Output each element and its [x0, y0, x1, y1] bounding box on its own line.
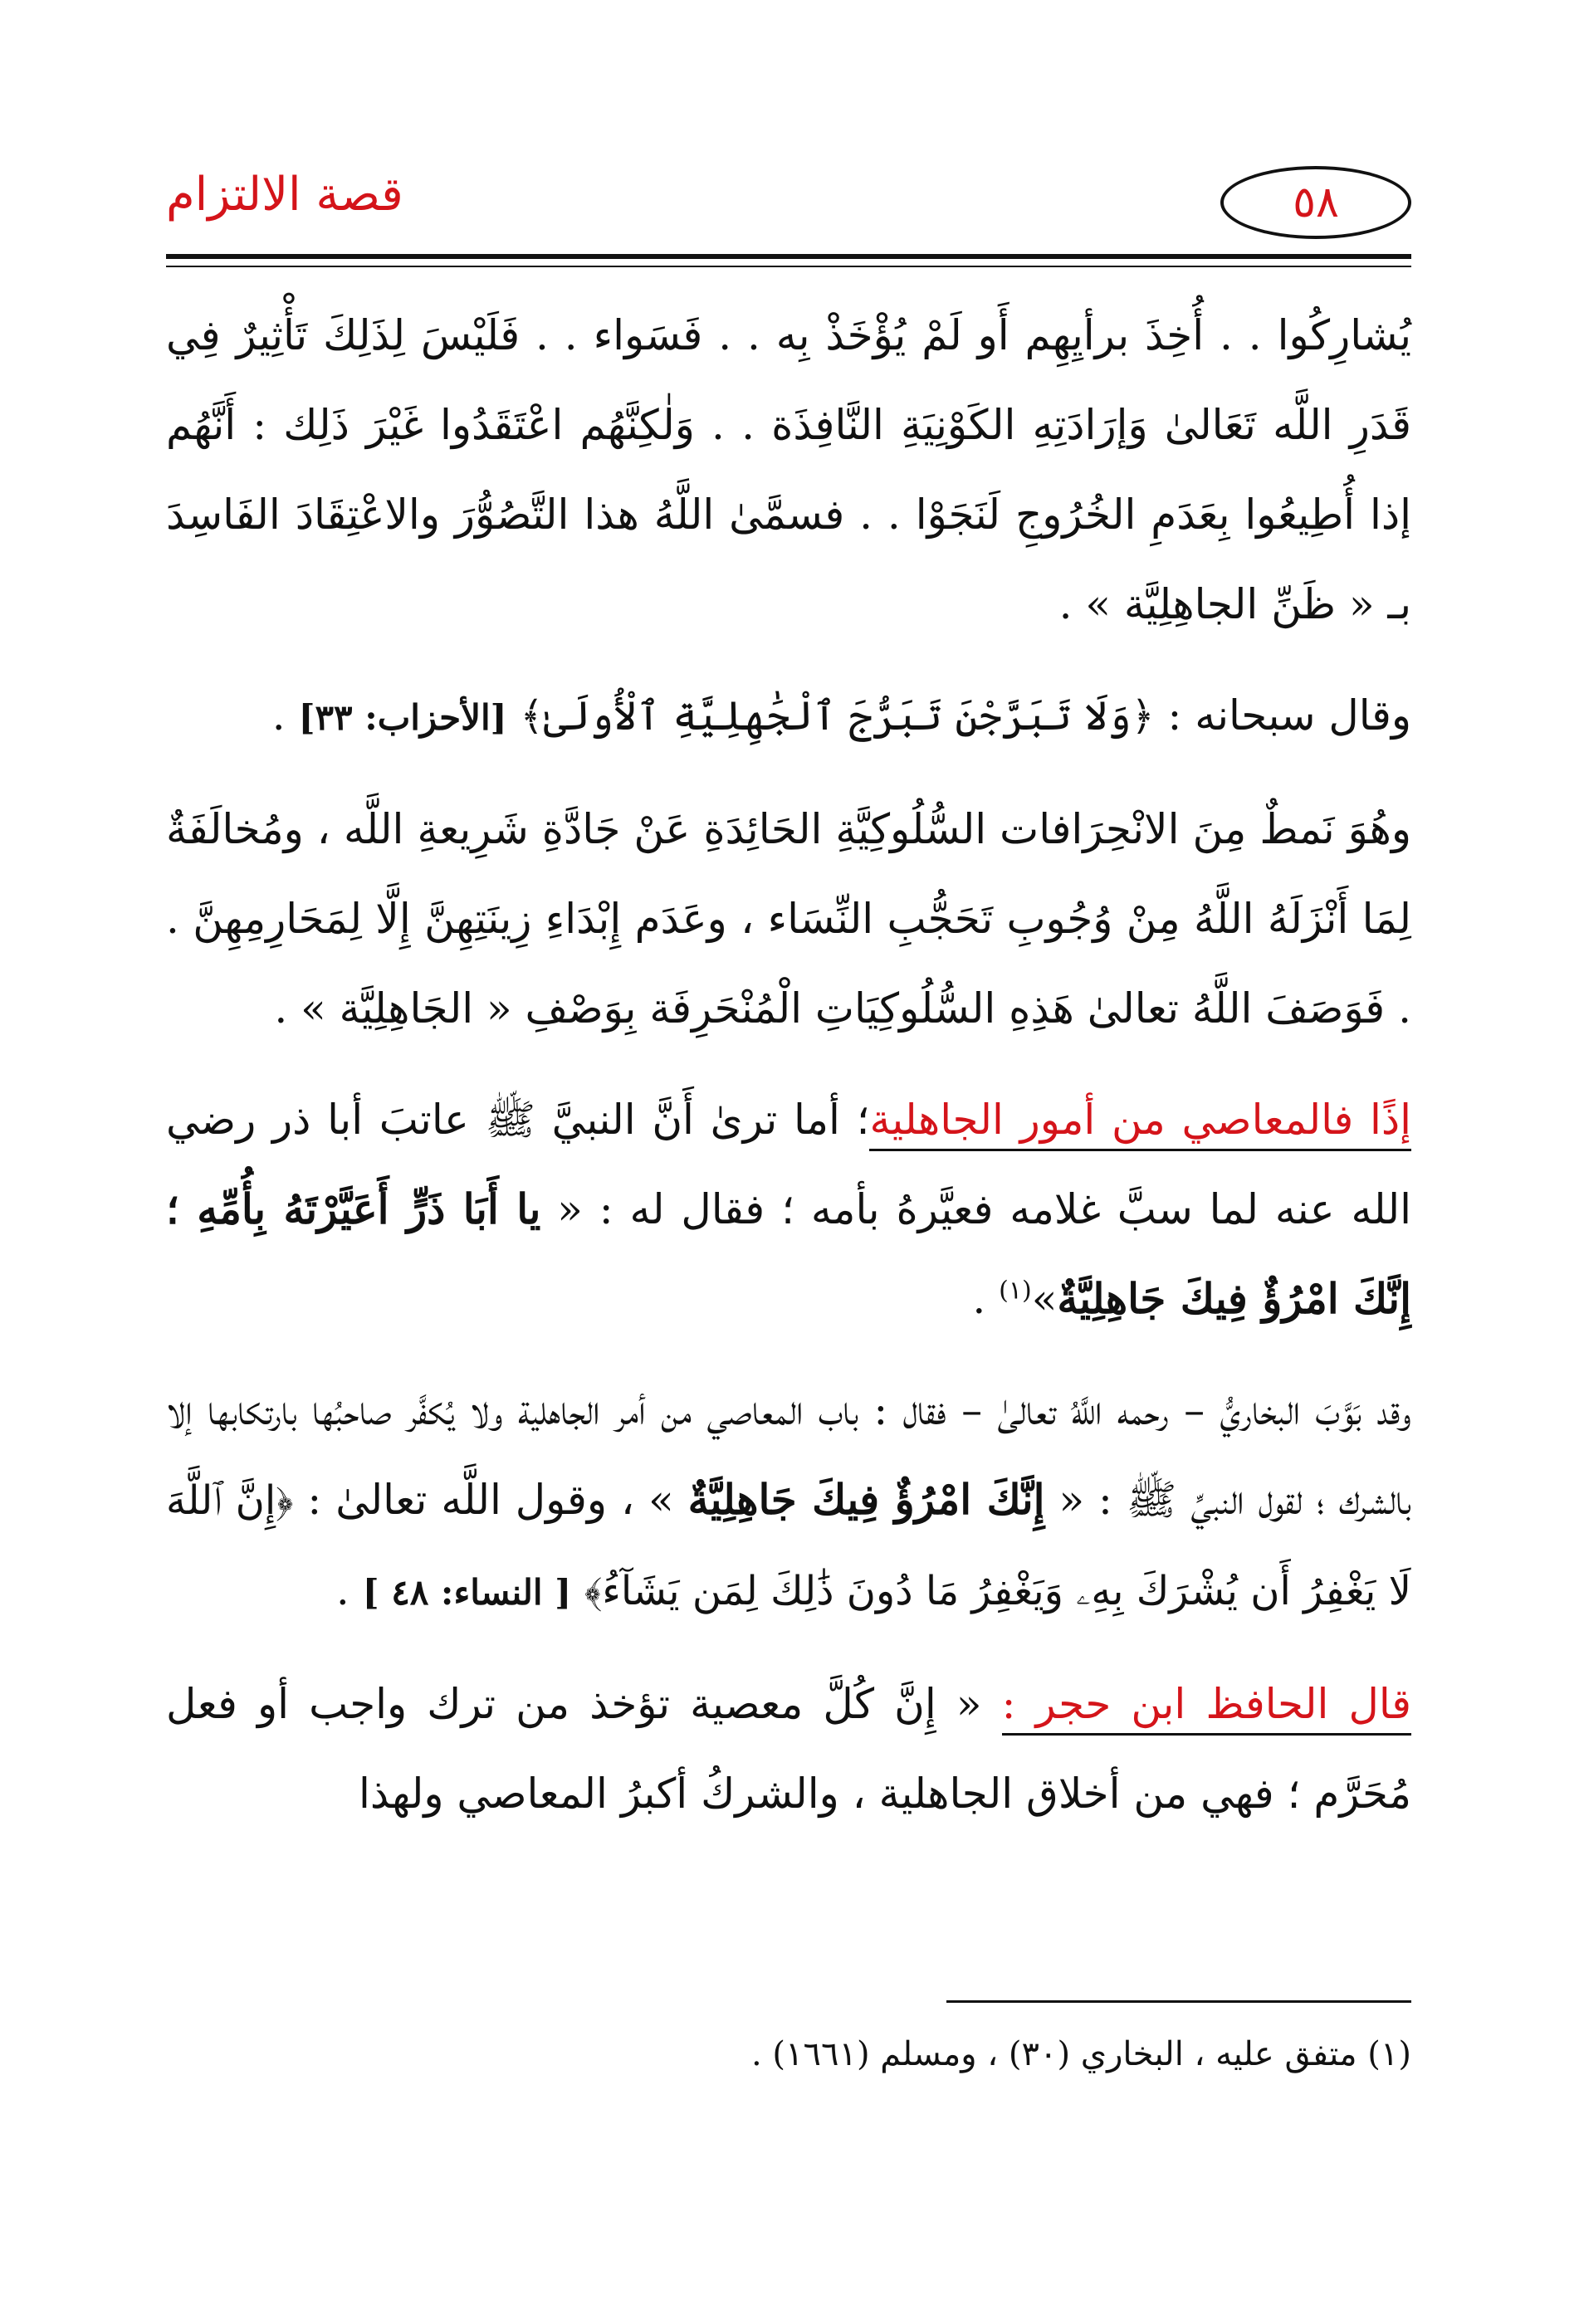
paragraph-6-text: « إِنَّ كُلَّ معصية تؤخذ من ترك واجب أو فعل مُحَرَّم ؛ فهي من أخلاق الجاهلية ، والشركُ أكبرُ المعاصي ولهذا: [166, 1680, 1411, 1818]
book-page: [166, 149, 1411, 2274]
hadith-quote: إِنَّكَ امْرُؤٌ فِيكَ جَاهِلِيَّةٌ: [687, 1475, 1045, 1524]
page-body: [166, 290, 1411, 1860]
highlight-sins-jahiliyyah: إذًا فالمعاصي من أمور الجاهلية: [869, 1096, 1411, 1151]
footnote-marker[interactable]: (١): [999, 1276, 1032, 1306]
footnote-divider: [946, 2000, 1411, 2003]
quran-verse-ahzab: ﴿وَلَا تَبَرَّجْنَ تَبَرُّجَ ٱلْجَٰهِلِيَّةِ ٱلْأُولَىٰ﴾: [520, 693, 1155, 740]
paragraph-5-mid: » ، وقول اللَّه تعالىٰ :: [307, 1476, 674, 1524]
quran-verse-nisa: ﴿إِنَّ ٱللَّهَ لَا يَغْفِرُ أَن يُشْرَكَ بِهِۦ وَيَغْفِرُ مَا دُونَ ذَٰلِكَ لِمَن يَشَآءُ﴾: [166, 1477, 1411, 1614]
header-rule-thick: [166, 254, 1411, 259]
paragraph-3: وهُوَ نَمطٌ مِنَ الانْحِرَافات السُّلُوكِيَّةِ الحَائِدَةِ عَنْ جَادَّةِ شَرِيعةِ اللَّه ، ومُخالَفَةٌ لِمَا أَنْزَلَهُ اللَّهُ مِنْ وُجُوبِ تَحَجُّبِ النِّسَاء ، وعَدَم إِبْدَاءِ زِينَتِهِنَّ إِلَّا لِمَحَارِمِهِنَّ . . فَوَصَفَ اللَّهُ تعالىٰ هَذِهِ السُّلُوكِيَاتِ الْمُنْحَرِفَة بِوَصْفِ « الجَاهِلِيَّة » .: [166, 805, 1411, 1033]
paragraph-4: [166, 1075, 1411, 1344]
verse-reference-ahzab: [الأحزاب: ٣٣]: [298, 697, 507, 738]
book-title: قصة الالتزام: [166, 168, 403, 222]
footnote-text: (١) متفق عليه ، البخاري (٣٠) ، ومسلم (١٦٦١) .: [750, 2035, 1411, 2073]
verse-reference-nisa: [ النساء: ٤٨ ]: [362, 1572, 572, 1613]
highlight-ibn-hajar: قال الحافظ ابن حجر :: [1002, 1680, 1411, 1736]
page-header: [166, 149, 1411, 257]
paragraph-4-text: ؛ أما ترىٰ أَنَّ النبيَّ ﷺ عاتبَ أبا ذر رضي الله عنه لما سبَّ غلامه فعيَّرهُ بأمه ؛ فقال له : «: [166, 1096, 1411, 1233]
paragraph-5: [166, 1365, 1411, 1638]
hadith-abu-dhar: يا أَبَا ذَرٍّ أَعَيَّرْتَهُ بِأُمِّهِ ؛ إِنَّكَ امْرُؤٌ فِيكَ جَاهِلِيَّةٌ: [166, 1184, 1411, 1323]
paragraph-4-close: »: [1031, 1275, 1058, 1323]
paragraph-6: [166, 1659, 1411, 1838]
paragraph-2-end: .: [271, 691, 286, 740]
page-number: ٥٨: [1220, 166, 1411, 239]
paragraph-5-text: وقد بَوَّبَ البخاريُّ – رحمه اللَّهُ تعالىٰ – فقال : باب المعاصي من أمر الجاهلية ولا يُكفَّر صاحبُها بارتكابها إلا بالشرك ؛ لقول النبيِّ ﷺ : «: [166, 1386, 1411, 1524]
paragraph-1: يُشارِكُوا . . أُخِذَ برأيِهِم أَو لَمْ يُؤْخَذْ بِه . . فَسَواء . . فَلَيْسَ لِذَلِكَ تَأْثِيرٌ فِي قَدَرِ اللَّه تَعَالىٰ وَإرَادَتِهِ الكَوْنِيَةِ النَّافِذَة . . وَلٰكِنَّهُم اعْتَقَدُوا غَيْرَ ذَلِك : أَنَّهُم إذا أُطِيعُوا بِعَدَمِ الخُرُوجِ لَنَجَوْا . . فسمَّىٰ اللَّهُ هذا التَّصُوُّرَ والاعْتِقَادَ الفَاسِدَ بـ « ظَنِّ الجاهِلِيَّة » .: [166, 311, 1411, 628]
paragraph-2: [166, 671, 1411, 763]
paragraph-4-end: .: [972, 1275, 986, 1323]
header-rule-thin: [166, 266, 1411, 267]
paragraph-5-end: .: [335, 1566, 350, 1614]
paragraph-2-intro: وقال سبحانه :: [1167, 691, 1411, 740]
